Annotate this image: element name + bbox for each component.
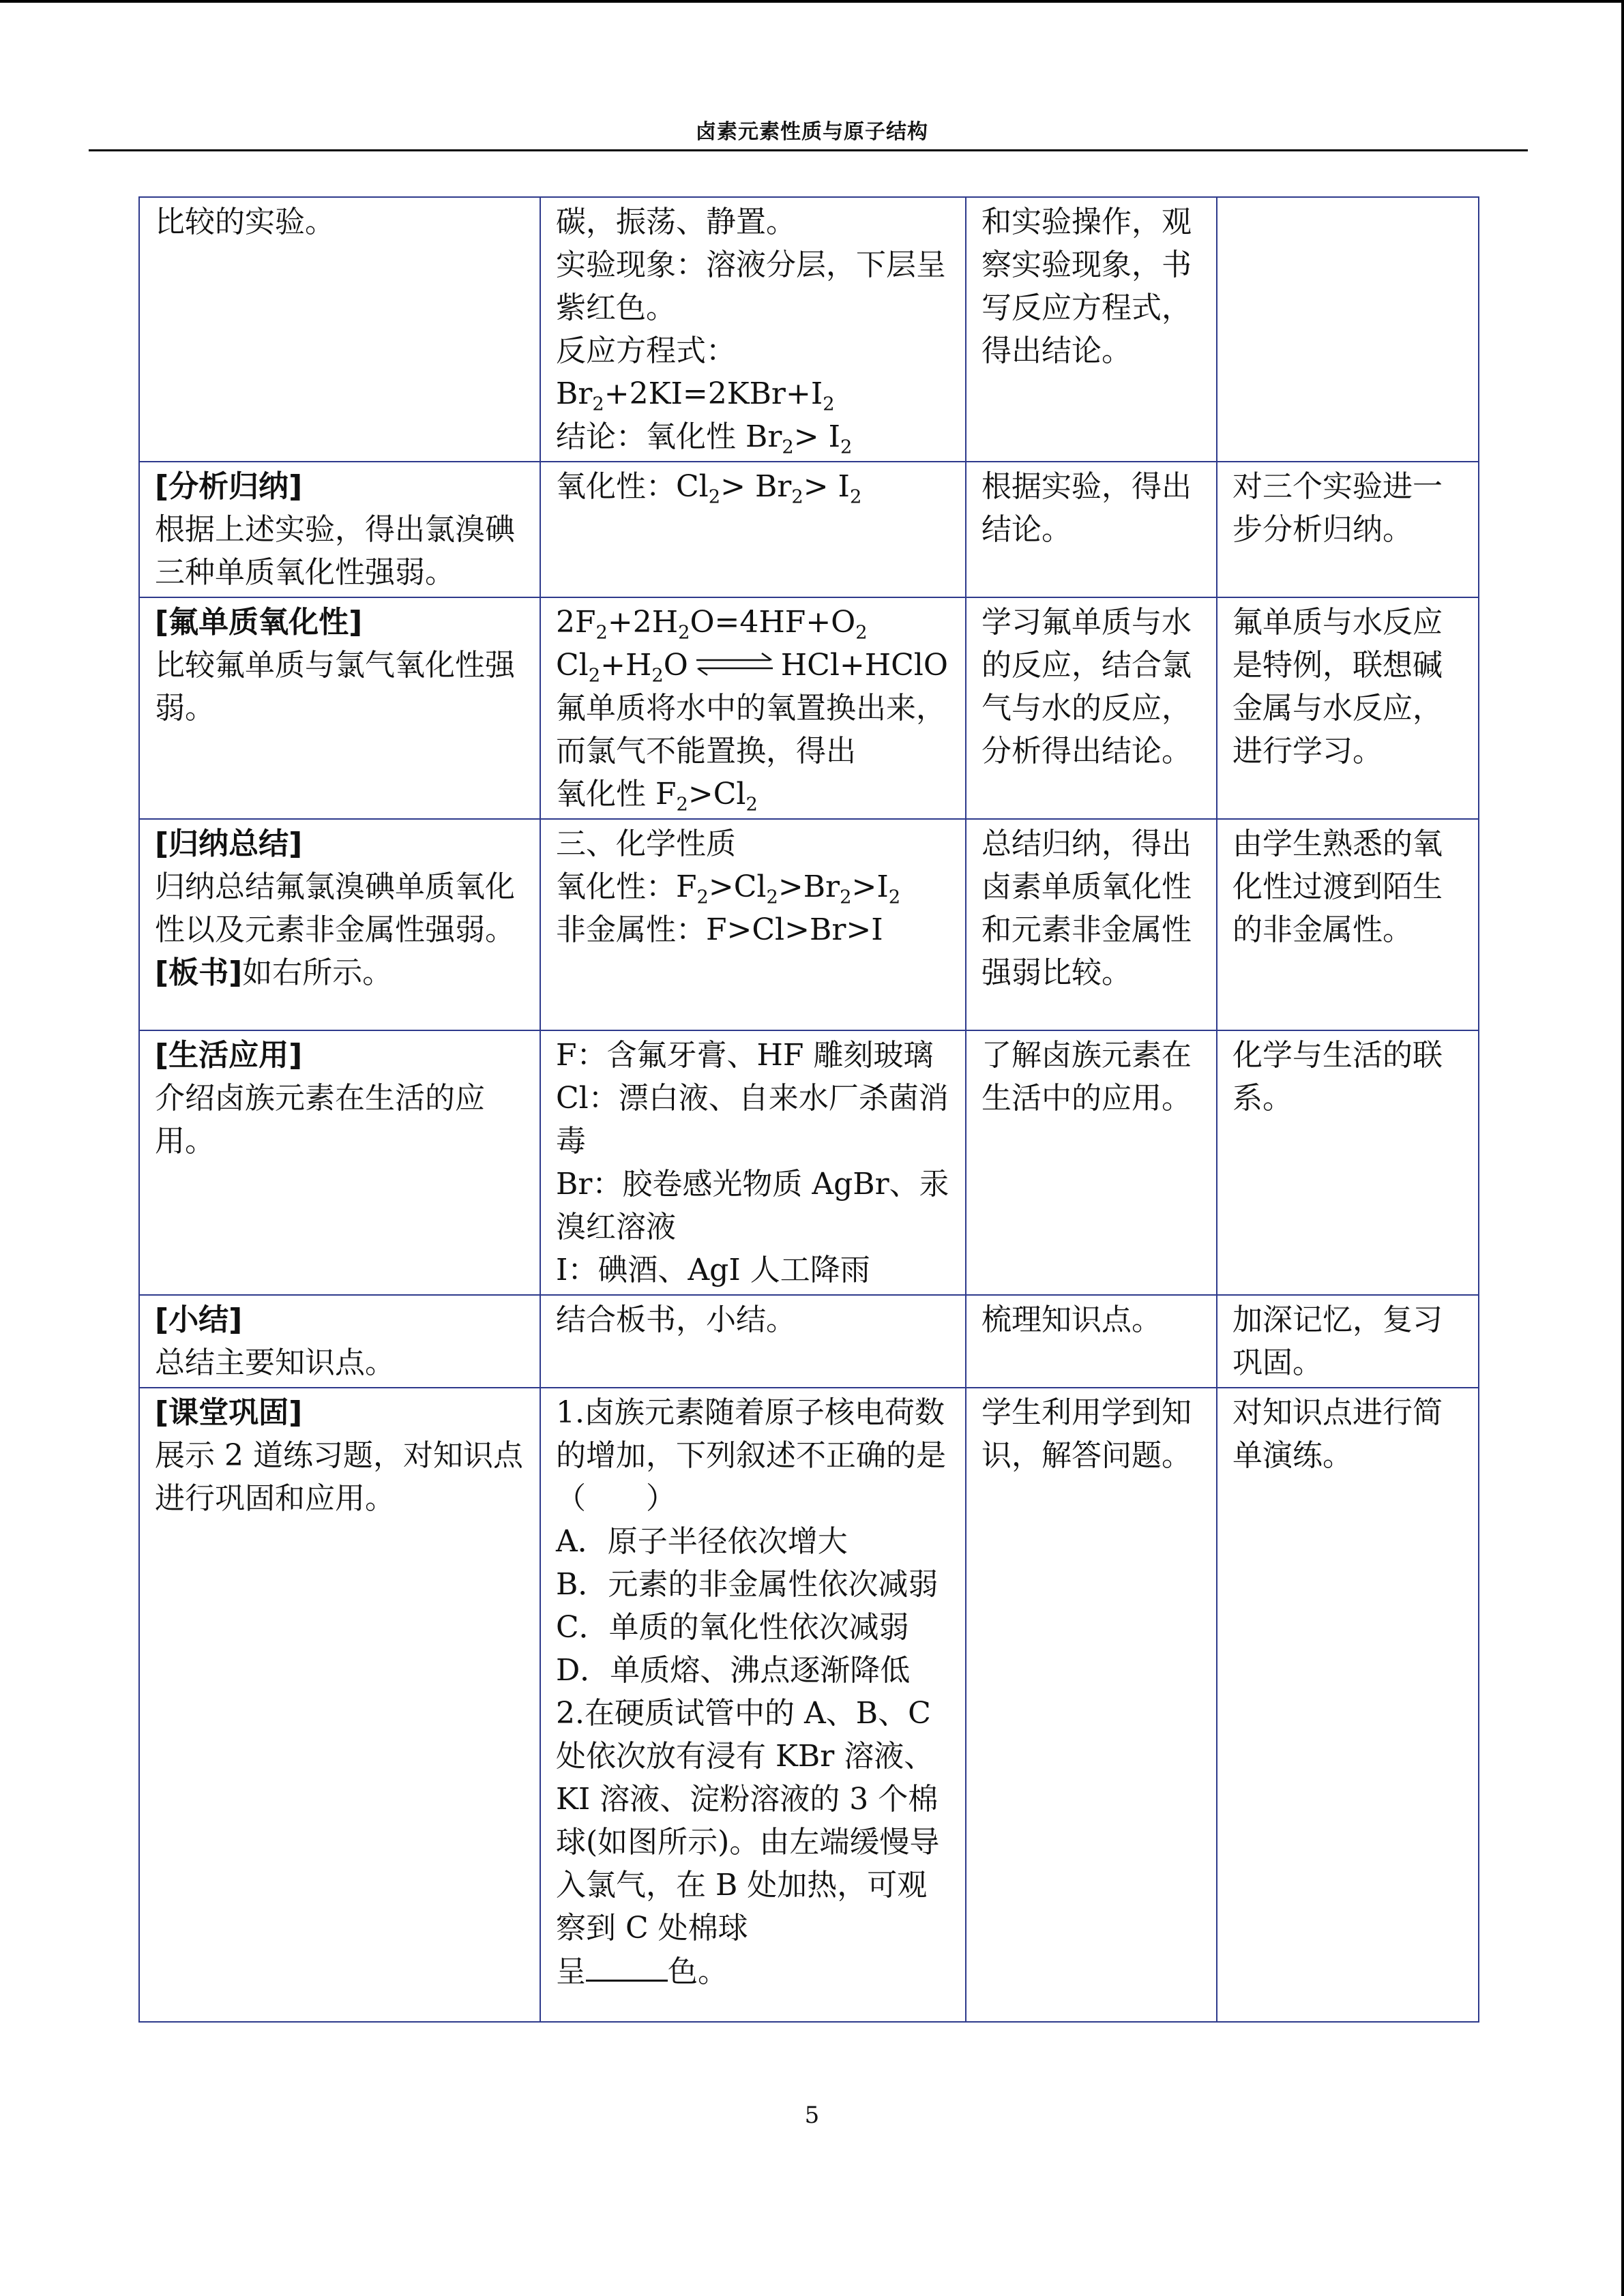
line-text: 实验现象：溶液分层，下层呈紫红色。 — [556, 248, 946, 325]
cell-student-activity — [966, 597, 1217, 819]
cell-process — [139, 197, 540, 462]
bold-label: [板书] — [155, 955, 243, 990]
line-text: D．单质熔、沸点逐渐降低 — [556, 1653, 911, 1688]
answer-blank — [586, 1950, 668, 1982]
line-text: 总结主要知识点。 — [155, 1345, 395, 1380]
table-row — [139, 462, 1479, 597]
formula-line — [556, 644, 953, 687]
line-text: 展示 2 道练习题，对知识点进行巩固和应用。 — [155, 1438, 523, 1516]
formula-text: HCl+HClO — [780, 648, 948, 683]
formula-line — [556, 773, 953, 816]
subscript: 2 — [849, 486, 862, 508]
cell-process — [139, 597, 540, 819]
line-text: 根据上述实验，得出氯溴碘三种单质氧化性强弱。 — [155, 512, 515, 590]
cell-process — [139, 819, 540, 1030]
table-row — [139, 1388, 1479, 2022]
subscript: 2 — [696, 886, 709, 908]
cell-process — [139, 1295, 540, 1388]
line-text: 化学与生活的联系。 — [1232, 1038, 1443, 1116]
formula-text: > I — [793, 419, 840, 454]
line-text: 结合板书，小结。 — [556, 1302, 796, 1337]
line-text: A．原子半径依次增大 — [556, 1524, 848, 1559]
cell-student-activity — [966, 197, 1217, 462]
section-heading: [课堂巩固] — [155, 1395, 303, 1430]
cell-process — [139, 1030, 540, 1295]
formula-text: 氧化性 F — [556, 777, 677, 811]
subscript: 2 — [782, 436, 794, 458]
board-note-line — [155, 951, 527, 994]
equilibrium-arrow-icon — [694, 651, 776, 678]
formula-text: +H — [600, 648, 652, 683]
line-text: 和实验操作，观察实验现象，书写反应方程式，得出结论。 — [981, 205, 1192, 368]
subscript: 2 — [791, 486, 803, 508]
formula-line — [556, 601, 953, 644]
cell-student-activity — [966, 1030, 1217, 1295]
line-text: Br：胶卷感光物质 AgBr、汞溴红溶液 — [556, 1167, 949, 1244]
formula-text: 氧化性：Cl — [556, 469, 709, 504]
subscript: 2 — [676, 794, 688, 816]
section-heading: [生活应用] — [155, 1038, 303, 1073]
section-heading: [归纳总结] — [155, 826, 303, 861]
line-text: 总结归纳，得出卤素单质氧化性和元素非金属性强弱比较。 — [981, 826, 1192, 990]
formula-text: 2F — [556, 605, 596, 640]
page-header-title: 卤素元素性质与原子结构 — [696, 120, 928, 144]
formula-text: >Br — [778, 869, 840, 904]
line-text: F：含氟牙膏、HF 雕刻玻璃 — [556, 1038, 934, 1073]
formula-line — [556, 372, 953, 415]
cell-process — [139, 462, 540, 597]
formula-text: +2H — [607, 605, 679, 640]
line-text: 归纳总结氟氯溴碘单质氧化性以及元素非金属性强弱。 — [155, 869, 515, 947]
formula-text: > Br — [720, 469, 792, 504]
table-row — [139, 597, 1479, 819]
line-text: 梳理知识点。 — [981, 1302, 1162, 1337]
subscript: 2 — [855, 622, 868, 644]
cell-content — [540, 597, 966, 819]
formula-line — [556, 1950, 953, 1993]
subscript: 2 — [745, 794, 758, 816]
cell-design-intent — [1217, 819, 1479, 1030]
cell-student-activity — [966, 462, 1217, 597]
formula-text: >Cl — [688, 777, 746, 811]
line-text: I：碘酒、AgI 人工降雨 — [556, 1253, 870, 1287]
formula-text: O — [663, 648, 688, 683]
formula-text: 结论：氧化性 Br — [556, 419, 782, 454]
formula-text: +2KI=2KBr+I — [604, 376, 823, 411]
cell-content — [540, 819, 966, 1030]
line-text: 反应方程式： — [556, 333, 736, 368]
subscript: 2 — [766, 886, 778, 908]
formula-text: O=4HF+O — [690, 605, 856, 640]
line-text: B．元素的非金属性依次减弱 — [556, 1567, 939, 1602]
line-text: 氟单质将水中的氧置换出来，而氯气不能置换，得出 — [556, 691, 946, 769]
line-text — [1232, 200, 1466, 243]
subscript: 2 — [840, 436, 853, 458]
line-text: 学生利用学到知识，解答问题。 — [981, 1395, 1192, 1473]
table-row — [139, 819, 1479, 1030]
subscript: 2 — [708, 486, 721, 508]
line-text: 对三个实验进一步分析归纳。 — [1232, 469, 1443, 547]
cell-student-activity — [966, 1388, 1217, 2022]
line-text: 了解卤族元素在生活中的应用。 — [981, 1038, 1192, 1116]
cell-design-intent — [1217, 597, 1479, 819]
page-top-border — [0, 0, 1624, 3]
line-text: Cl：漂白液、自来水厂杀菌消毒 — [556, 1081, 949, 1159]
cell-content — [540, 1030, 966, 1295]
formula-line — [556, 465, 953, 508]
cell-design-intent — [1217, 462, 1479, 597]
line-text: 由学生熟悉的氧化性过渡到陌生的非金属性。 — [1232, 826, 1443, 947]
cell-student-activity — [966, 1295, 1217, 1388]
cell-content — [540, 1388, 966, 2022]
formula-text: 呈 — [556, 1954, 586, 1989]
formula-text: >I — [851, 869, 889, 904]
formula-text: Cl — [556, 648, 589, 683]
line-text: 比较的实验。 — [155, 205, 335, 239]
subscript: 2 — [595, 622, 608, 644]
line-text: 对知识点进行简单演练。 — [1232, 1395, 1443, 1473]
formula-text: Br — [556, 376, 593, 411]
table-row — [139, 1030, 1479, 1295]
lesson-plan-table — [138, 196, 1479, 2023]
cell-student-activity — [966, 819, 1217, 1030]
subscript: 2 — [888, 886, 901, 908]
formula-text: > I — [803, 469, 850, 504]
formula-text: 氧化性：F — [556, 869, 697, 904]
line-text: 碳，振荡、静置。 — [556, 205, 796, 239]
subscript: 2 — [823, 393, 835, 415]
cell-content — [540, 197, 966, 462]
subscript: 2 — [840, 886, 852, 908]
cell-design-intent — [1217, 1030, 1479, 1295]
line-text: 如右所示。 — [242, 955, 393, 990]
formula-line — [556, 415, 953, 458]
subscript: 2 — [651, 665, 664, 687]
cell-content — [540, 1295, 966, 1388]
formula-text: >Cl — [708, 869, 767, 904]
cell-design-intent — [1217, 197, 1479, 462]
line-text: 根据实验，得出结论。 — [981, 469, 1192, 547]
formula-text: 色。 — [668, 1954, 728, 1989]
cell-process — [139, 1388, 540, 2022]
cell-design-intent — [1217, 1295, 1479, 1388]
page-right-border — [1621, 0, 1624, 2296]
line-text: 2.在硬质试管中的 A、B、C 处依次放有浸有 KBr 溶液、KI 溶液、淀粉溶液的 3 个棉球(如图所示)。由左端缓慢导入氯气，在 B 处加热，可观察到 C 处棉球 — [556, 1696, 940, 1945]
line-text: 1.卤族元素随着原子核电荷数的增加，下列叙述不正确的是（ ） — [556, 1395, 946, 1516]
line-text: 氟单质与水反应是特例，联想碱金属与水反应，进行学习。 — [1232, 605, 1443, 769]
subscript: 2 — [592, 393, 604, 415]
page-number: 5 — [804, 2102, 820, 2129]
header-divider — [89, 149, 1528, 151]
line-text: C．单质的氧化性依次减弱 — [556, 1610, 909, 1645]
line-text: 加深记忆，复习巩固。 — [1232, 1302, 1443, 1380]
line-text: 非金属性：F>Cl>Br>I — [556, 912, 883, 947]
line-text: 介绍卤族元素在生活的应用。 — [155, 1081, 485, 1159]
section-heading: [分析归纳] — [155, 469, 303, 504]
section-heading: [氟单质氧化性] — [155, 605, 363, 640]
subscript: 2 — [678, 622, 690, 644]
line-text: 三、化学性质 — [556, 826, 736, 861]
cell-content — [540, 462, 966, 597]
formula-line — [556, 865, 953, 908]
line-text: 比较氟单质与氯气氧化性强弱。 — [155, 648, 515, 726]
table-row — [139, 197, 1479, 462]
table-row — [139, 1295, 1479, 1388]
subscript: 2 — [588, 665, 601, 687]
section-heading: [小结] — [155, 1302, 243, 1337]
cell-design-intent — [1217, 1388, 1479, 2022]
line-text: 学习氟单质与水的反应，结合氯气与水的反应，分析得出结论。 — [981, 605, 1192, 769]
